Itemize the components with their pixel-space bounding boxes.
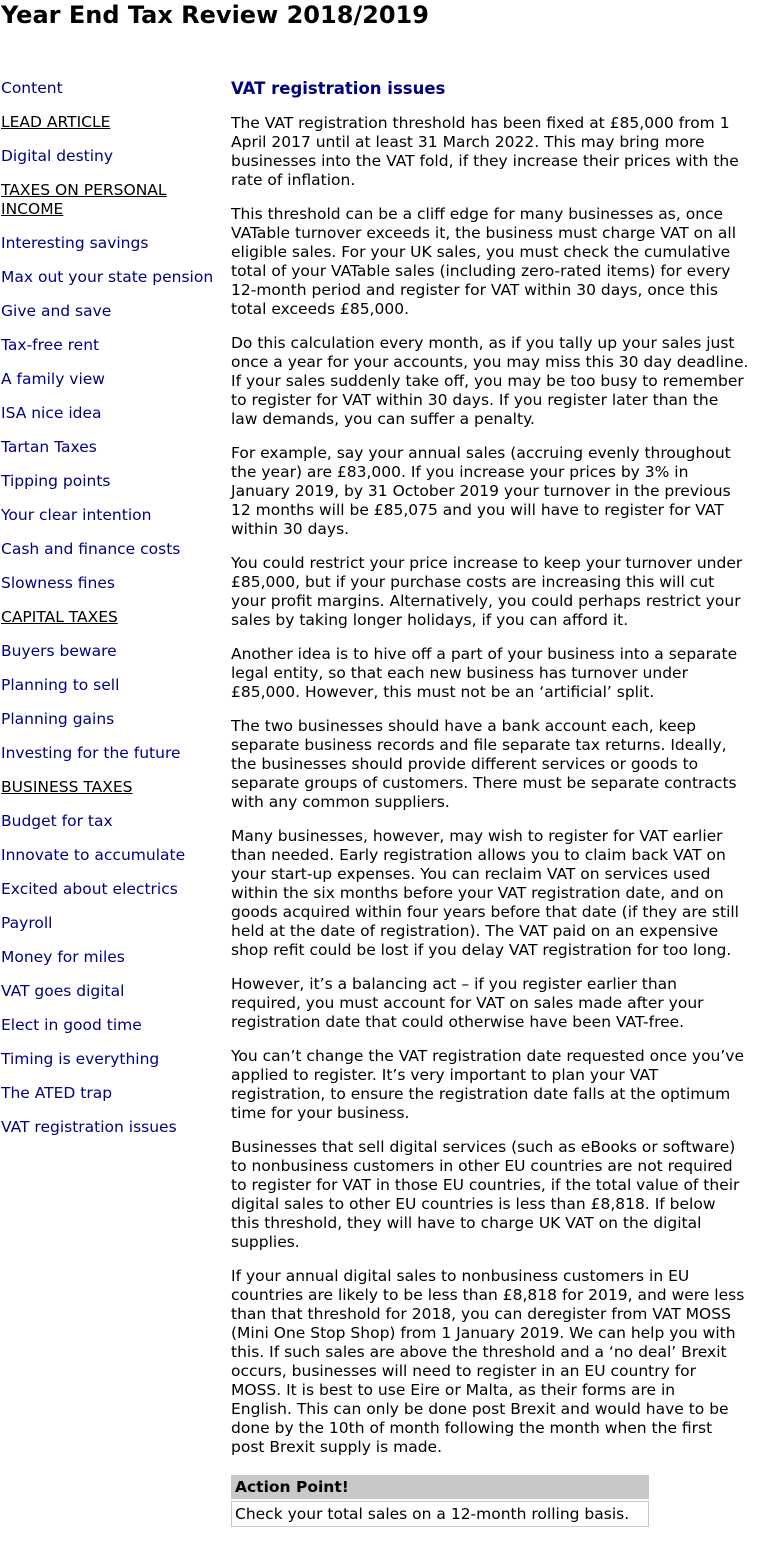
sidebar-link[interactable]: Slowness fines bbox=[1, 574, 115, 592]
sidebar-link[interactable]: Money for miles bbox=[1, 948, 125, 966]
sidebar-link[interactable]: The ATED trap bbox=[1, 1084, 113, 1102]
article-paragraph: For example, say your annual sales (accruing evenly throughout the year) are £83,000. If you increase your prices by 3% in January 2019, by 31 October 2019 your turnover in the previous 12 months will be £85,075 and you will have to register for VAT within 30 days. bbox=[231, 444, 731, 538]
sidebar-section-heading[interactable]: BUSINESS TAXES bbox=[1, 778, 133, 796]
sidebar-item bbox=[1, 147, 223, 166]
article-paragraph: If your annual digital sales to nonbusiness customers in EU countries are likely to be less than £8,818 for 2019, and were less than that threshold for 2018, you can deregister from VAT MOSS (Mini One Stop Shop) from 1 January 2019. We can help you with this. If such sales are above the threshold and a ‘no deal’ Brexit occurs, businesses will need to register in an EU country for MOSS. It is best to use Eire or Malta, as their forms are in English. This can only be done post Brexit and would have to be done by the 10th of month following the month when the first post Brexit supply is made. bbox=[231, 1267, 745, 1456]
article-paragraph: However, it’s a balancing act – if you register earlier than required, you must account for VAT on sales made after your registration date that could otherwise have been VAT-free. bbox=[231, 975, 704, 1031]
sidebar-item bbox=[1, 880, 223, 899]
sidebar-link[interactable]: Max out your state pension bbox=[1, 268, 214, 286]
article-paragraph: The VAT registration threshold has been fixed at £85,000 from 1 April 2017 until at least 31 March 2022. This may bring more businesses into the VAT fold, if they increase their prices with the rate of inflation. bbox=[231, 114, 739, 189]
sidebar-link[interactable]: Excited about electrics bbox=[1, 880, 178, 898]
sidebar-link[interactable]: Tax-free rent bbox=[1, 336, 100, 354]
sidebar-item bbox=[1, 268, 223, 287]
article-paragraph: The two businesses should have a bank account each, keep separate business records and file separate tax returns. Ideally, the businesses should provide different services or goods to separate groups of customers. There must be separate contracts with any common suppliers. bbox=[231, 717, 737, 811]
sidebar-item bbox=[1, 404, 223, 423]
article bbox=[231, 79, 767, 1527]
sidebar-item bbox=[1, 710, 223, 729]
sidebar-link[interactable]: Cash and finance costs bbox=[1, 540, 181, 558]
sidebar-item bbox=[1, 914, 223, 933]
sidebar-item bbox=[1, 1016, 223, 1035]
sidebar-item bbox=[1, 846, 223, 865]
sidebar-item bbox=[1, 1050, 223, 1069]
sidebar-item bbox=[1, 336, 223, 355]
sidebar-item bbox=[1, 1084, 223, 1103]
article-body bbox=[231, 114, 767, 1457]
sidebar-link[interactable]: Planning to sell bbox=[1, 676, 120, 694]
sidebar-link[interactable]: Content bbox=[1, 79, 63, 97]
sidebar-item bbox=[1, 948, 223, 967]
sidebar-section-heading[interactable]: TAXES ON PERSONAL INCOME bbox=[1, 181, 167, 218]
sidebar-link[interactable]: ISA nice idea bbox=[1, 404, 102, 422]
sidebar-link[interactable]: VAT registration issues bbox=[1, 1118, 177, 1136]
sidebar-link[interactable]: Innovate to accumulate bbox=[1, 846, 186, 864]
sidebar-link[interactable]: Planning gains bbox=[1, 710, 115, 728]
sidebar-link[interactable]: Budget for tax bbox=[1, 812, 113, 830]
sidebar-link[interactable]: Payroll bbox=[1, 914, 53, 932]
sidebar-link[interactable]: Buyers beware bbox=[1, 642, 117, 660]
article-paragraph: You could restrict your price increase to keep your turnover under £85,000, but if your purchase costs are increasing this will cut your profit margins. Alternatively, you could perhaps restrict your sales by taking longer holidays, if you can afford it. bbox=[231, 554, 743, 629]
sidebar-link[interactable]: Timing is everything bbox=[1, 1050, 160, 1068]
sidebar-item bbox=[1, 181, 223, 219]
action-point-box bbox=[231, 1475, 649, 1527]
sidebar-link[interactable]: Tipping points bbox=[1, 472, 111, 490]
article-paragraph: Many businesses, however, may wish to register for VAT earlier than needed. Early registration allows you to claim back VAT on your start-up expenses. You can reclaim VAT on services used within the six months before your VAT registration date, and on goods acquired within four years before that date (if they are still held at the date of registration). The VAT paid on an expensive shop refit could be lost if you delay VAT registration for too long. bbox=[231, 827, 739, 959]
sidebar-item bbox=[1, 744, 223, 763]
article-paragraph: You can’t change the VAT registration date requested once you’ve applied to register. It’s very important to plan your VAT registration, to ensure the registration date falls at the optimum time for your business. bbox=[231, 1047, 745, 1122]
sidebar-item bbox=[1, 438, 223, 457]
sidebar-item bbox=[1, 812, 223, 831]
sidebar-link[interactable]: Your clear intention bbox=[1, 506, 152, 524]
sidebar-link[interactable]: Give and save bbox=[1, 302, 112, 320]
sidebar-link[interactable]: A family view bbox=[1, 370, 105, 388]
sidebar-link[interactable]: Investing for the future bbox=[1, 744, 181, 762]
action-point-heading: Action Point! bbox=[231, 1475, 649, 1499]
sidebar-link[interactable]: Tartan Taxes bbox=[1, 438, 97, 456]
sidebar-item bbox=[1, 982, 223, 1001]
article-paragraph: Do this calculation every month, as if you tally up your sales just once a year for your accounts, you may miss this 30 day deadline. If your sales suddenly take off, you may be too busy to remember to register for VAT within 30 days. If you register later than the law demands, you can suffer a penalty. bbox=[231, 334, 749, 428]
sidebar-link[interactable]: Elect in good time bbox=[1, 1016, 142, 1034]
sidebar-link[interactable]: VAT goes digital bbox=[1, 982, 125, 1000]
sidebar-item bbox=[1, 370, 223, 389]
sidebar-item bbox=[1, 472, 223, 491]
sidebar-section-heading[interactable]: LEAD ARTICLE bbox=[1, 113, 111, 131]
sidebar-link[interactable]: Interesting savings bbox=[1, 234, 149, 252]
sidebar-item bbox=[1, 506, 223, 525]
page-title: Year End Tax Review 2018/2019 bbox=[1, 1, 429, 29]
sidebar-item bbox=[1, 302, 223, 321]
action-point-text: Check your total sales on a 12-month rolling basis. bbox=[231, 1501, 649, 1527]
sidebar-item bbox=[1, 1118, 223, 1137]
sidebar-item bbox=[1, 608, 223, 627]
sidebar-item bbox=[1, 79, 223, 98]
sidebar-item bbox=[1, 676, 223, 695]
article-paragraph: Another idea is to hive off a part of your business into a separate legal entity, so that each new business has turnover under £85,000. However, this must not be an ‘artificial’ split. bbox=[231, 645, 738, 701]
sidebar-link[interactable]: Digital destiny bbox=[1, 147, 114, 165]
sidebar-item bbox=[1, 540, 223, 559]
sidebar-item bbox=[1, 642, 223, 661]
article-paragraph: Businesses that sell digital services (such as eBooks or software) to nonbusiness customers in other EU countries are not required to register for VAT in those EU countries, if the total value of their digital sales to other EU countries is less than £8,818. If below this threshold, they will have to charge UK VAT on the digital supplies. bbox=[231, 1138, 740, 1251]
article-paragraph: This threshold can be a cliff edge for many businesses as, once VATable turnover exceeds it, the business must charge VAT on all eligible sales. For your UK sales, you must check the cumulative total of your VATable sales (including zero-rated items) for every 12-month period and register for VAT within 30 days, once this total exceeds £85,000. bbox=[231, 205, 737, 318]
sidebar-section-heading[interactable]: CAPITAL TAXES bbox=[1, 608, 118, 626]
sidebar-nav bbox=[1, 79, 223, 1152]
sidebar-item bbox=[1, 234, 223, 253]
sidebar-item bbox=[1, 778, 223, 797]
article-title: VAT registration issues bbox=[231, 79, 446, 98]
sidebar-item bbox=[1, 574, 223, 593]
sidebar-item bbox=[1, 113, 223, 132]
